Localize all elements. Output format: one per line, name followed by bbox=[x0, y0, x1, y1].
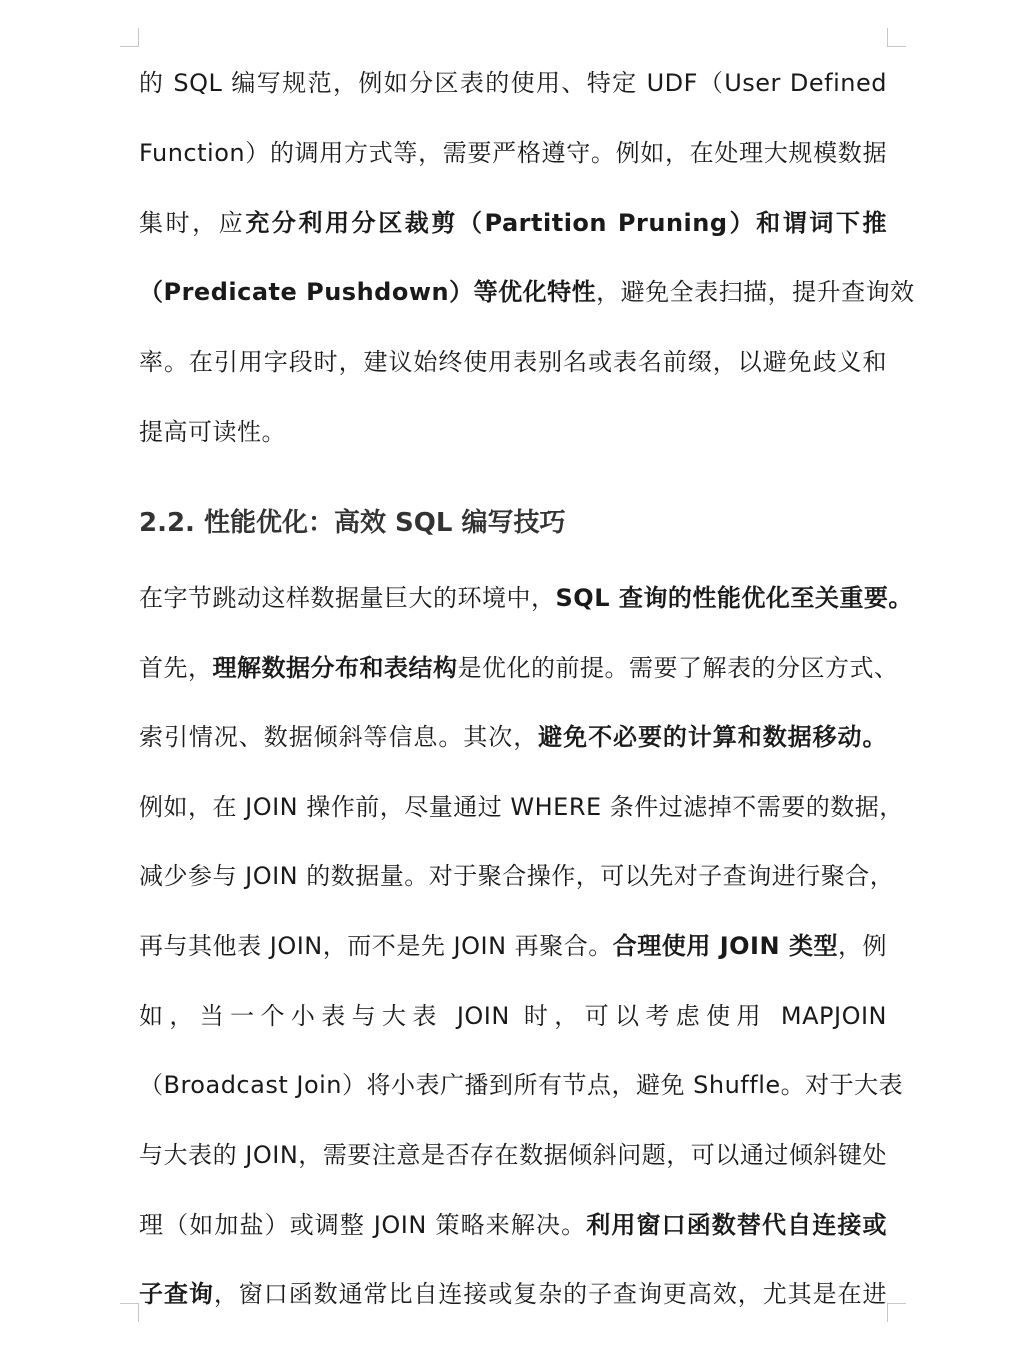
crop-mark-top-right bbox=[887, 28, 906, 47]
paragraph1-line: 集时，应充分利用分区裁剪（Partition Pruning）和谓词下推 bbox=[139, 209, 887, 237]
paragraph2-line: 如，当一个小表与大表 JOIN 时，可以考虑使用 MAPJOIN bbox=[139, 1002, 887, 1030]
crop-mark-top-left bbox=[120, 28, 139, 47]
paragraph1-line: （Predicate Pushdown）等优化特性，避免全表扫描，提升查询效 bbox=[139, 278, 915, 306]
paragraph1-line: Function）的调用方式等，需要严格遵守。例如，在处理大规模数据 bbox=[139, 139, 887, 167]
section-heading: 2.2. 性能优化：高效 SQL 编写技巧 bbox=[139, 508, 566, 538]
paragraph1-line: 提高可读性。 bbox=[139, 418, 286, 446]
paragraph1-line: 率。在引用字段时，建议始终使用表别名或表名前缀，以避免歧义和 bbox=[139, 348, 887, 376]
paragraph2-line: 理（如加盐）或调整 JOIN 策略来解决。利用窗口函数替代自连接或 bbox=[139, 1211, 888, 1239]
paragraph2-line: 子查询，窗口函数通常比自连接或复杂的子查询更高效，尤其是在进 bbox=[139, 1280, 888, 1308]
paragraph2-line: 例如，在 JOIN 操作前，尽量通过 WHERE 条件过滤掉不需要的数据， bbox=[139, 793, 904, 821]
paragraph1-line: 的 SQL 编写规范，例如分区表的使用、特定 UDF（User Defined bbox=[139, 69, 887, 97]
paragraph2-line: 减少参与 JOIN 的数据量。对于聚合操作，可以先对子查询进行聚合， bbox=[139, 862, 895, 890]
crop-mark-bottom-left bbox=[120, 1303, 139, 1322]
paragraph2-line: 索引情况、数据倾斜等信息。其次，避免不必要的计算和数据移动。 bbox=[139, 723, 887, 751]
paragraph2-line: 在字节跳动这样数据量巨大的环境中，SQL 查询的性能优化至关重要。 bbox=[139, 584, 913, 612]
crop-mark-bottom-right bbox=[887, 1303, 906, 1322]
paragraph2-line: 首先，理解数据分布和表结构是优化的前提。需要了解表的分区方式、 bbox=[139, 654, 899, 682]
paragraph2-line: 与大表的 JOIN，需要注意是否存在数据倾斜问题，可以通过倾斜键处 bbox=[139, 1141, 887, 1169]
paragraph2-line: 再与其他表 JOIN，而不是先 JOIN 再聚合。合理使用 JOIN 类型，例 bbox=[139, 932, 888, 960]
paragraph2-line: （Broadcast Join）将小表广播到所有节点，避免 Shuffle。对于大表 bbox=[139, 1071, 904, 1099]
